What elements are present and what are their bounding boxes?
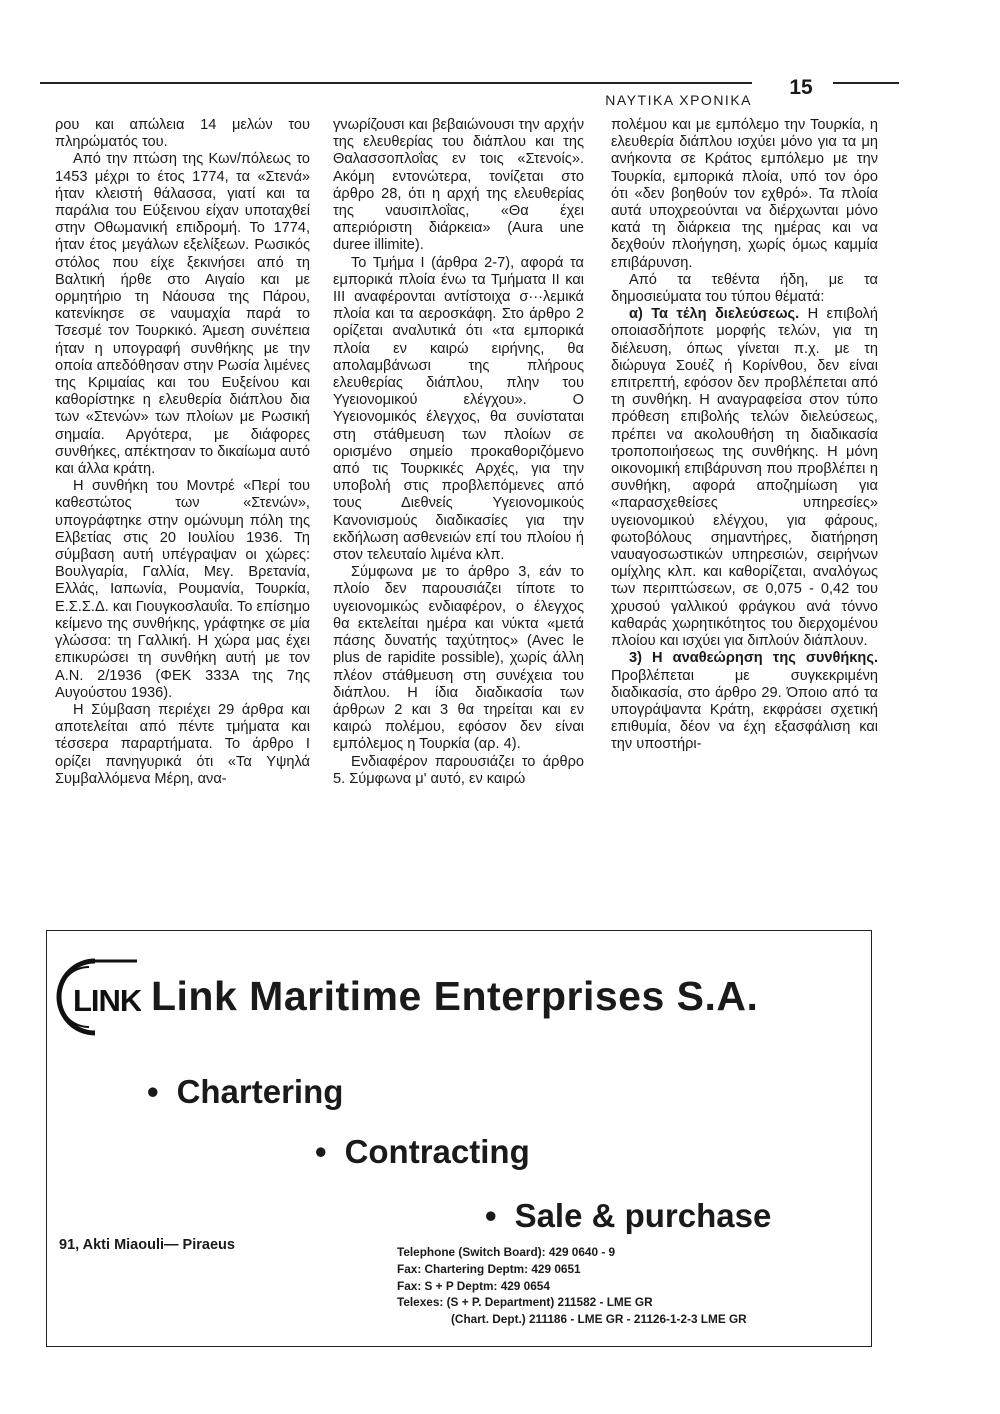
paragraph: γνωρίζουσι και βεβαιώνουσι την αρχήν της ελευθερίας του διάπλου και της Θαλασσοπλοΐας εν τοις «Στενοίς». Ακόμη εντονώτερα, τονίζεται στο άρθρο 28, ότι η αρχή της ελευθερίας της ναυσιπλοΐας, «Θα έχει απεριόριστη διάρκεια» (Aura une duree illimite). (333, 117, 584, 254)
paragraph: Από τα τεθέντα ήδη, με τα δημοσιεύματα του τύπου θέματά: (611, 271, 878, 306)
header-rule-right (833, 82, 899, 84)
company-name: Link Maritime Enterprises S.A. (151, 973, 759, 1019)
contact-line: Telexes: (S + P. Department) 211582 - LME GR (397, 1295, 653, 1310)
service-label: Sale & purchase (514, 1197, 772, 1234)
paragraph (611, 650, 878, 753)
paragraph: Η συνθήκη του Μοντρέ «Περί του καθεστώτος των «Στενών», υπογράφτηκε στην ομώνυμη πόλη της Ελβετίας στις 20 Ιουλίου 1936. Τη σύμβαση αυτή υπέγραψαν οι χώρες: Βουλγαρία, Γαλλία, Μεγ. Βρετανία, Ελλάς, Ιαπωνία, Ρουμανία, Τουρκία, Ε.Σ.Σ.Δ. και Γιουγκοσλαυΐα. Το επίσημο κείμενο της συνθήκης, γράφτηκε σε μία γλώσσα: τη Γαλλική. Η χώρα μας έχει επικυρώσει τη συνθήκη αυτή με τον Α.Ν. 2/1936 (ΦΕΚ 333Α της 7ης Αυγούστου 1936). (55, 478, 310, 701)
article-column-3 (611, 117, 878, 754)
contact-line: Fax: Chartering Deptm: 429 0651 (397, 1261, 581, 1276)
bullet-icon: • (485, 1197, 497, 1234)
paragraph: Σύμφωνα με το άρθρο 3, εάν το πλοίο δεν παρουσιάζει τίποτε το υγειονομικώς ενδιαφέρον, ο έλεγχος θα εκτελείται ημέρα και νύκτα «μετά πάσης δυνατής ταχύτητος» (Avec le plus de rapidite possible), χωρίς άλλη πλέον στάθμευση στη συνέχεια του διάπλου. Η ίδια διαδικασία των άρθρων 2 και 3 θα τηρείται και εν καιρώ πολέμου, εφόσον δεν είναι εμπόλεμος η Τουρκία (αρ. 4). (333, 564, 584, 753)
paragraph: Το Τμήμα Ι (άρθρα 2-7), αφορά τα εμπορικά πλοία ένω τα Τμήματα ΙΙ και ΙΙΙ αναφέρονται αντίστοιχα σ···λεμικά πλοία και τα αεροσκάφη. Στο άρθρο 2 ορίζεται αναλυτικά ότι «τα εμπορικά πλοία εν καιρώ ειρήνης, θα απολαμβάνωσι της πλήρους ελευθερίας διάπλου, πλην του Υγειονομικού ελέγχου». Ο Υγειονομικός έλεγχος, θα συνίσταται στη στάθμευση των πλοίων σε ορισμένο σημείο προκαθοριζόμενο από τις Τουρκικές Αρχές, για την υποβολή στις προβλεπόμενες από τους Διεθνείς Υγειονομικούς Κανονισμούς διαδικασίες για την εκδήλωση ασθενειών επί του πλοίου ή στον τελευταίο λιμένα κλπ. (333, 254, 584, 564)
section-heading-fees: α) Τα τέλη διελεύσεως. (629, 306, 800, 323)
paragraph-text: Η επιβολή οποιασδήποτε μορφής τελών, για τη διέλευση, όπως γίνεται π.χ. με τη διώρυγα Σουέζ ή Κορίνθου, δεν είναι επιτρεπτή, εφόσον δεν προβλέπεται από τη συνθήκη. Η αναγραφείσα στον τύπο πρόθεση επιβολής τελών διελεύσεως, πρέπει να ακολουθήση τη διαδικασία τροποποιήσεως της συνθήκης. Η μόνη οικονομική επιβάρυνση που προβλέπει η συνθήκη, αφορά αποζημίωση για «παρασχεθείσες υπηρεσίες» υγειονομικού ελέγχου, για φάρους, φωτοβόλους σημαντήρες, διατήρηση ναυαγοσωστικών υπηρεσιών, σειρήνων ομίχλης κλπ. και καθορίζεται, αναλόγως των περιπτώσεων, σε 0,075 - 0,42 του χρυσού γαλλικού φράγκου ανά τόννο καθαράς χωρητικότητος του διερχομένου πλοίου και ισχύει για διπλούν διάπλουν. (611, 306, 878, 650)
page-number: 15 (789, 76, 813, 99)
paragraph: ρου και απώλεια 14 μελών του πληρώματός του. (55, 117, 310, 151)
service-contracting (315, 1133, 530, 1171)
contact-line: (Chart. Dept.) 211186 - LME GR - 21126-1-2-3 LME GR (451, 1312, 747, 1327)
paragraph (611, 306, 878, 650)
paragraph: Η Σύμβαση περιέχει 29 άρθρα και αποτελείται από πέντε τμήματα και τέσσερα παραρτήματα. Το άρθρο Ι ορίζει πανηγυρικά ότι «Τα Υψηλά Συμβαλλόμενα Μέρη, ανα- (55, 701, 310, 787)
running-head: ΝΑΥΤΙΚΑ ΧΡΟΝΙΚΑ (605, 92, 752, 108)
article-column-2 (333, 117, 584, 788)
paragraph: Από την πτώση της Κων/πόλεως το 1453 μέχρι το έτος 1774, τα «Στενά» ήταν κλειστή θάλασσα, γιατί και τα παράλια του Εύξεινου είχαν υποταχθεί στην Οθωμανική επιδρομή. Το 1774, ήταν έτος μεγάλων εξελίξεων. Ρωσικός στόλος που είχε ξεκινήσει από τη Βαλτική ήρθε στο Αιγαίο και με ορμητήριο τη Νάουσα της Πάρου, κατενίκησε σε ναυμαχία παρά το Τσεσμέ τον Τουρκικό. Άμεση συνέπεια ήταν η υπογραφή συνθήκης με την οποία απεδόθησαν στην Ρωσία λιμένες της Κριμαίας και του Ευξείνου και καθορίστηκε η ελευθερία διάπλου δια των «Στενών» των πλοίων με Ρωσική σημαία. Αργότερα, με διάφορες συνθήκες, απέκτησαν το δικαίωμα αυτό και άλλα κράτη. (55, 151, 310, 478)
service-label: Chartering (176, 1073, 344, 1110)
service-label: Contracting (344, 1133, 530, 1170)
bullet-icon: • (315, 1133, 327, 1170)
bullet-icon: • (147, 1073, 159, 1110)
section-heading-revision: 3) Η αναθεώρηση της συνθήκης. (629, 650, 878, 667)
company-address: 91, Akti Miaouli— Piraeus (59, 1237, 235, 1253)
paragraph: πολέμου και με εμπόλεμο την Τουρκία, η ελευθερία διάπλου ισχύει μόνο για τα μη ανήκοντα σε Κράτος εμπόλεμο με την Τουρκία, εμπορικά πλοία, υπό τον όρο ότι «δεν βοηθούν τον εχθρό». Τα πλοία αυτά υποχρεούνται να διέρχωνται μόνο κατά τη διάρκεια της ημέρας και να δεχθούν πλοήγηση, χωρίς όμως καμμία επιβάρυνση. (611, 117, 878, 271)
company-logo (55, 955, 141, 1039)
contact-line: Fax: S + P Deptm: 429 0654 (397, 1278, 550, 1293)
header-rule (40, 82, 752, 84)
paragraph-text: Προβλέπεται με συγκεκριμένη διαδικασία, στο άρθρο 29. Όποιο από τα υπογράψαντα Κράτη, εκφράσει σχετική επιθυμία, δέον να έχη εξασφάλιση και την υποστήρι- (611, 667, 878, 753)
article-column-1 (55, 117, 310, 788)
paragraph: Ενδιαφέρον παρουσιάζει το άρθρο 5. Σύμφωνα μ' αυτό, εν καιρώ (333, 753, 584, 787)
contact-list (397, 1244, 747, 1328)
logo-text: LINK (73, 983, 141, 1018)
advertisement-box (46, 930, 872, 1347)
service-chartering (147, 1073, 343, 1111)
service-sale-purchase (485, 1197, 771, 1235)
contact-line: Telephone (Switch Board): 429 0640 - 9 (397, 1245, 616, 1259)
